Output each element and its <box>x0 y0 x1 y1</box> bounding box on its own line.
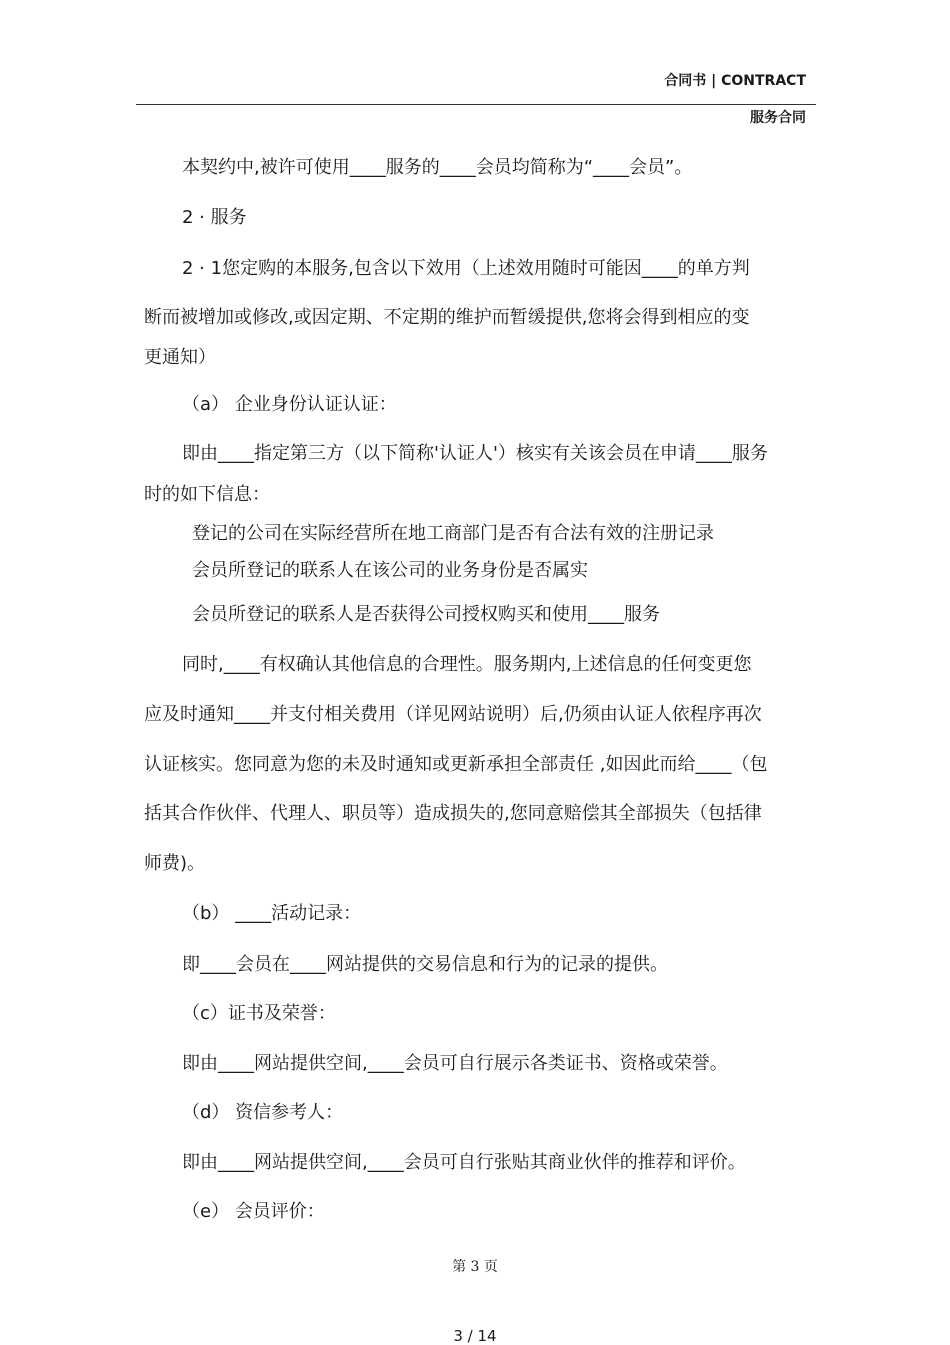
paragraph-line: 时的如下信息： <box>144 484 270 505</box>
subsection-heading-e: （e） 会员评价： <box>182 1201 325 1222</box>
header-title: 合同书 | CONTRACT <box>664 73 806 89</box>
paragraph-line: 断而被增加或修改,或因定期、不定期的维护而暂缓提供,您将会得到相应的变 <box>144 307 750 328</box>
page-count: 3 / 14 <box>453 1327 497 1345</box>
subsection-heading-d: （d） 资信参考人： <box>182 1102 344 1123</box>
subsection-heading-c: （c）证书及荣誉： <box>182 1003 336 1024</box>
paragraph-line: 即由____指定第三方（以下简称'认证人'）核实有关该会员在申请____服务 <box>182 443 768 464</box>
paragraph-line: 认证核实。您同意为您的未及时通知或更新承担全部责任 ,如因此而给____（包 <box>144 754 768 775</box>
list-item: 会员所登记的联系人是否获得公司授权购买和使用____服务 <box>192 604 660 625</box>
page-footer-label: 第 3 页 <box>452 1259 498 1275</box>
paragraph-line: 应及时通知____并支付相关费用（详见网站说明）后,仍须由认证人依程序再次 <box>144 704 762 725</box>
paragraph-line: 同时,____有权确认其他信息的合理性。服务期内,上述信息的任何变更您 <box>182 654 752 675</box>
header-divider <box>136 104 816 105</box>
paragraph-line: 更通知） <box>144 347 216 368</box>
paragraph-line: 本契约中,被许可使用____服务的____会员均简称为“____会员”。 <box>182 157 693 178</box>
paragraph-line: 即____会员在____网站提供的交易信息和行为的记录的提供。 <box>182 954 668 975</box>
section-heading: 2 · 服务 <box>182 207 247 228</box>
subsection-heading-a: （a） 企业身份认证认证： <box>182 394 397 415</box>
paragraph-line: 即由____网站提供空间,____会员可自行张贴其商业伙伴的推荐和评价。 <box>182 1152 746 1173</box>
paragraph-line: 即由____网站提供空间,____会员可自行展示各类证书、资格或荣誉。 <box>182 1053 728 1074</box>
paragraph-line: 括其合作伙伴、代理人、职员等）造成损失的,您同意赔偿其全部损失（包括律 <box>144 803 762 824</box>
list-item: 会员所登记的联系人在该公司的业务身份是否属实 <box>192 560 588 581</box>
paragraph-line: 2 · 1您定购的本服务,包含以下效用（上述效用随时可能因____的单方判 <box>182 258 750 279</box>
paragraph-line: 师费)。 <box>144 853 206 874</box>
list-item: 登记的公司在实际经营所在地工商部门是否有合法有效的注册记录 <box>192 523 714 544</box>
subsection-heading-b: （b） ____活动记录： <box>182 903 362 924</box>
header-subtitle: 服务合同 <box>750 110 806 126</box>
